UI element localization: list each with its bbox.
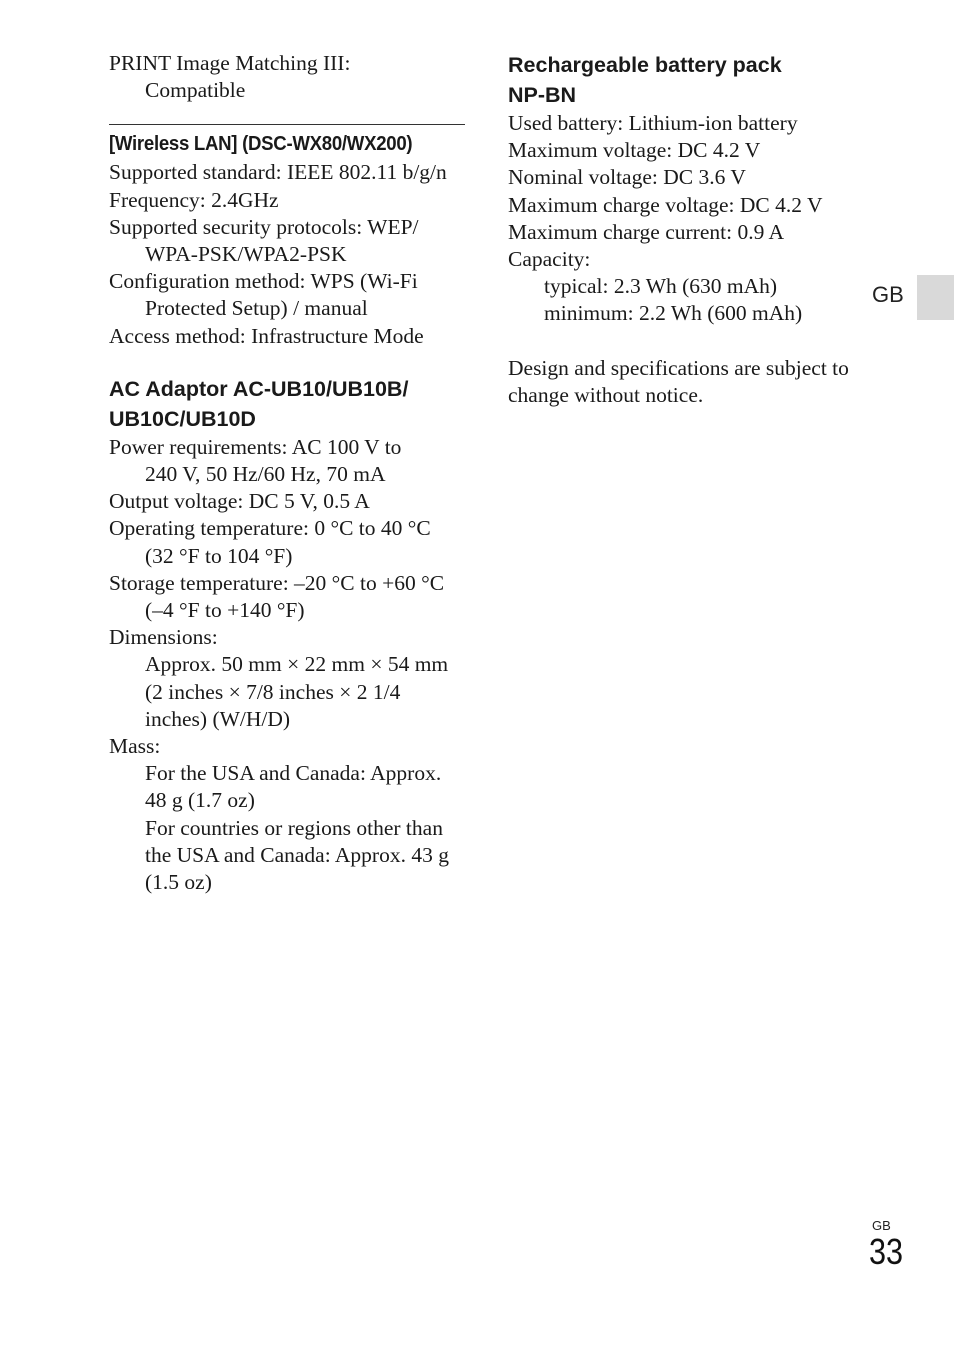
ac-power-line-1: Power requirements: AC 100 V to [109, 434, 402, 459]
capacity-typical: typical: 2.3 Wh (630 mAh) [544, 274, 778, 299]
capacity-label: Capacity: [508, 247, 591, 272]
ac-dimensions-2: (2 inches × 7/8 inches × 2 1/4 [145, 679, 401, 704]
used-battery: Used battery: Lithium-ion battery [508, 111, 798, 135]
ac-mass-2: 48 g (1.7 oz) [145, 788, 255, 813]
max-voltage: Maximum voltage: DC 4.2 V [508, 138, 761, 163]
ac-output: Output voltage: DC 5 V, 0.5 A [109, 489, 370, 514]
max-charge-current: Maximum charge current: 0.9 A [508, 219, 785, 244]
ac-storage-temp-2: (–4 °F to +140 °F) [145, 598, 305, 623]
footer-region-label: GB [872, 1218, 891, 1233]
battery-heading-1: Rechargeable battery pack [508, 53, 782, 77]
language-tab-label: GB [872, 282, 904, 307]
capacity-minimum: minimum: 2.2 Wh (600 mAh) [544, 301, 803, 326]
ac-power-line-2: 240 V, 50 Hz/60 Hz, 70 mA [145, 462, 386, 487]
section-divider [109, 124, 465, 125]
ac-mass-5: (1.5 oz) [145, 870, 212, 895]
battery-heading-2: NP-BN [508, 83, 577, 107]
wlan-frequency: Frequency: 2.4GHz [109, 187, 279, 212]
ac-operating-temp-1: Operating temperature: 0 °C to 40 °C [109, 516, 431, 541]
wlan-standard: Supported standard: IEEE 802.11 b/g/n [109, 160, 447, 185]
nominal-voltage: Nominal voltage: DC 3.6 V [508, 165, 746, 190]
ac-dimensions-3: inches) (W/H/D) [145, 706, 291, 731]
left-column [109, 50, 465, 896]
pim-label: PRINT Image Matching III: [109, 51, 351, 75]
notice-line-2: change without notice. [508, 382, 704, 407]
notice-line-1: Design and specifications are subject to [508, 355, 849, 380]
ac-adaptor-heading-2: UB10C/UB10D [109, 406, 256, 431]
right-column [508, 50, 868, 409]
language-tab [917, 275, 954, 320]
max-charge-voltage: Maximum charge voltage: DC 4.2 V [508, 192, 823, 217]
ac-storage-temp-1: Storage temperature: –20 °C to +60 °C [109, 570, 445, 595]
wlan-security-line-1: Supported security protocols: WEP/ [109, 214, 419, 239]
wlan-access: Access method: Infrastructure Mode [109, 323, 424, 348]
ac-adaptor-heading-1: AC Adaptor AC-UB10/UB10B/ [109, 376, 409, 401]
pim-value: Compatible [145, 78, 246, 103]
ac-dimensions-label: Dimensions: [109, 625, 218, 650]
wlan-security-line-2: WPA-PSK/WPA2-PSK [145, 242, 347, 267]
ac-mass-3: For countries or regions other than [145, 815, 443, 840]
wlan-config-line-1: Configuration method: WPS (Wi-Fi [109, 269, 418, 294]
page-number: 33 [869, 1231, 904, 1272]
ac-dimensions-1: Approx. 50 mm × 22 mm × 54 mm [145, 652, 449, 677]
ac-mass-label: Mass: [109, 734, 161, 759]
wlan-config-line-2: Protected Setup) / manual [145, 296, 368, 321]
ac-mass-1: For the USA and Canada: Approx. [145, 761, 442, 786]
ac-mass-4: the USA and Canada: Approx. 43 g [145, 842, 449, 867]
wireless-lan-heading: [Wireless LAN] (DSC-WX80/WX200) [109, 133, 413, 156]
ac-operating-temp-2: (32 °F to 104 °F) [145, 543, 293, 568]
